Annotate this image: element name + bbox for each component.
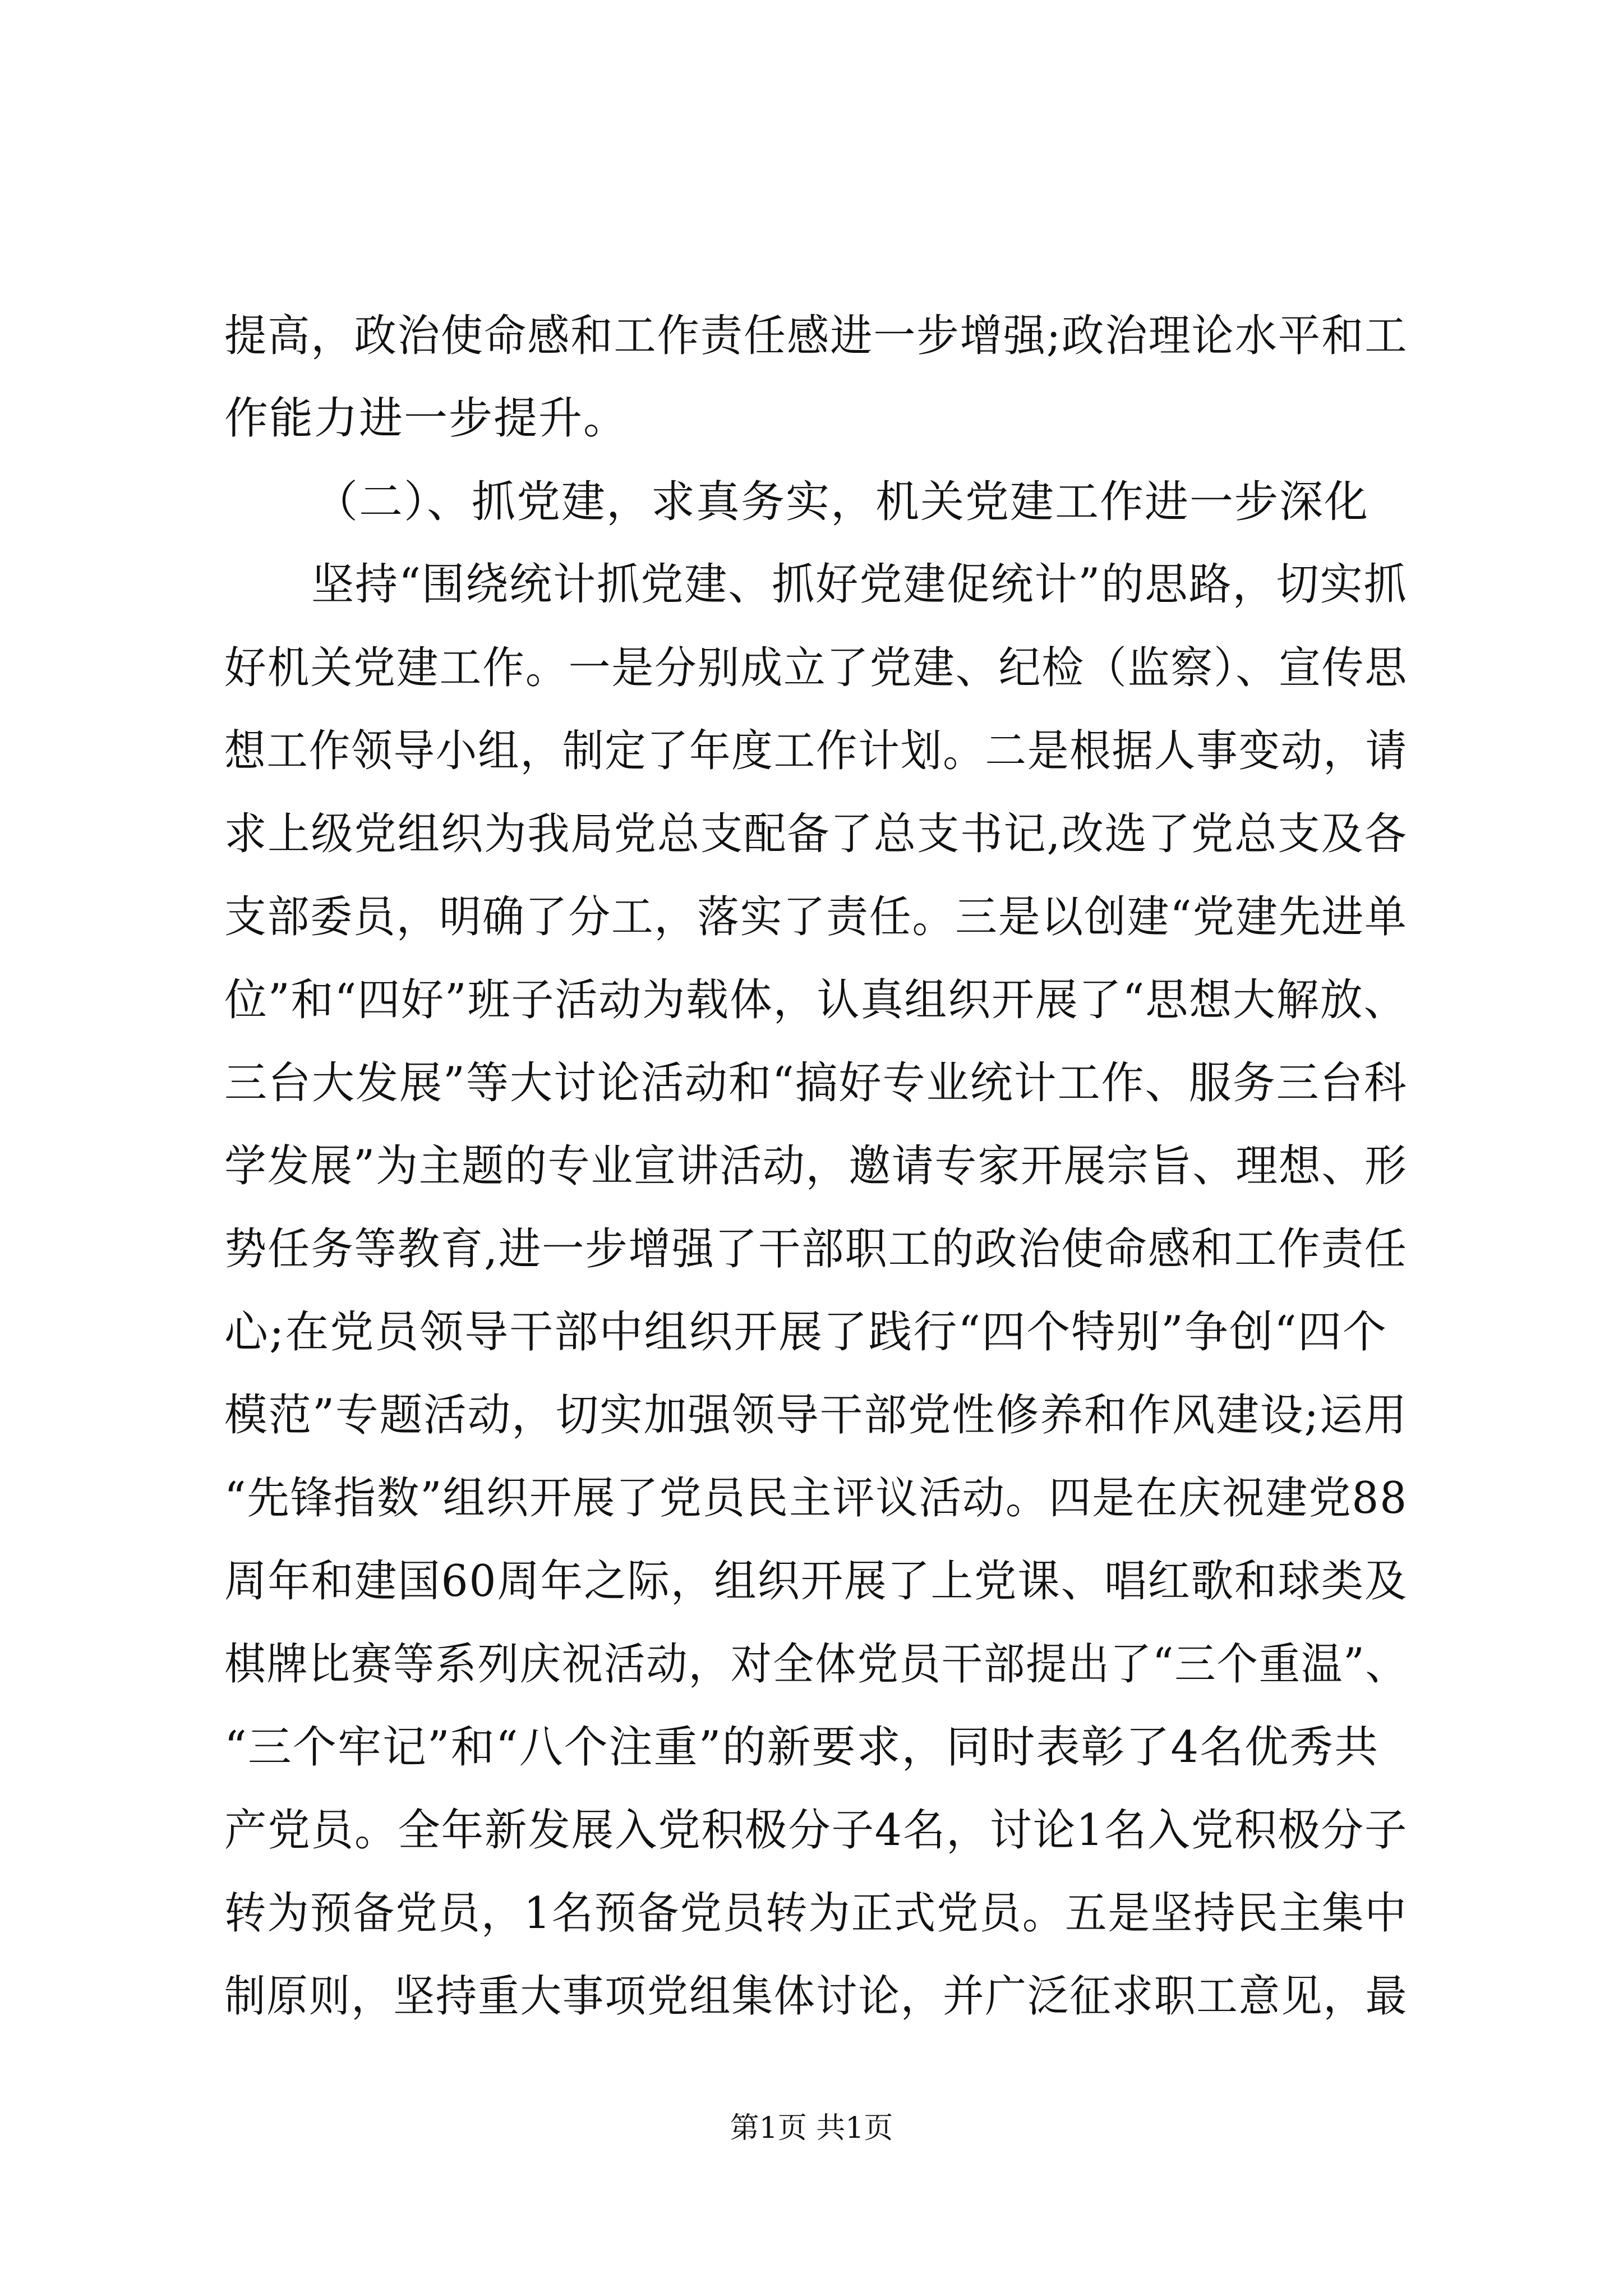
- text-line-4: 坚持“围绕统计抓党建、抓好党建促统计”的思路，切实抓: [311, 559, 1408, 610]
- text-line-6: 想工作领导小组，制定了年度工作计划。二是根据人事变动，请: [224, 726, 1408, 776]
- text-line-19: 产党员。全年新发展入党积极分子4名，讨论1名入党积极分子: [224, 1805, 1408, 1856]
- text-line-8: 支部委员，明确了分工，落实了责任。三是以创建“党建先进单: [224, 892, 1408, 942]
- text-line-13: 心;在党员领导干部中组织开展了践行“四个特别”争创“四个: [224, 1307, 1387, 1358]
- text-line-7: 求上级党组织为我局党总支配备了总支书记,改选了党总支及各: [224, 809, 1408, 859]
- text-line-18: “三个牢记”和“八个注重”的新要求，同时表彰了4名优秀共: [224, 1722, 1380, 1773]
- text-line-15: “先锋指数”组织开展了党员民主评议活动。四是在庆祝建党88: [224, 1473, 1408, 1524]
- text-line-11: 学发展”为主题的专业宣讲活动，邀请专家开展宗旨、理想、形: [224, 1141, 1408, 1191]
- text-line-1: 提高，政治使命感和工作责任感进一步增强;政治理论水平和工: [224, 311, 1408, 361]
- text-line-2: 作能力进一步提升。: [224, 393, 629, 444]
- text-line-10: 三台大发展”等大讨论活动和“搞好专业统计工作、服务三台科: [224, 1058, 1408, 1108]
- text-line-16: 周年和建国60周年之际，组织开展了上党课、唱红歌和球类及: [224, 1556, 1408, 1607]
- text-line-20: 转为预备党员，1名预备党员转为正式党员。五是坚持民主集中: [224, 1888, 1408, 1939]
- text-line-21: 制原则，坚持重大事项党组集体讨论，并广泛征求职工意见，最: [224, 1971, 1408, 2022]
- text-line-12: 势任务等教育,进一步增强了干部职工的政治使命感和工作责任: [224, 1224, 1408, 1274]
- text-line-9: 位”和“四好”班子活动为载体，认真组织开展了“思想大解放、: [224, 975, 1408, 1025]
- text-line-5: 好机关党建工作。一是分别成立了党建、纪检（监察）、宣传思: [224, 643, 1408, 693]
- text-line-17: 棋牌比赛等系列庆祝活动，对全体党员干部提出了“三个重温”、: [224, 1639, 1408, 1690]
- section-heading: （二）、抓党建，求真务实，机关党建工作进一步深化: [314, 477, 1370, 527]
- text-line-14: 模范”专题活动，切实加强领导干部党性修养和作风建设;运用: [224, 1390, 1408, 1441]
- page-footer: 第1页 共1页: [730, 2111, 893, 2145]
